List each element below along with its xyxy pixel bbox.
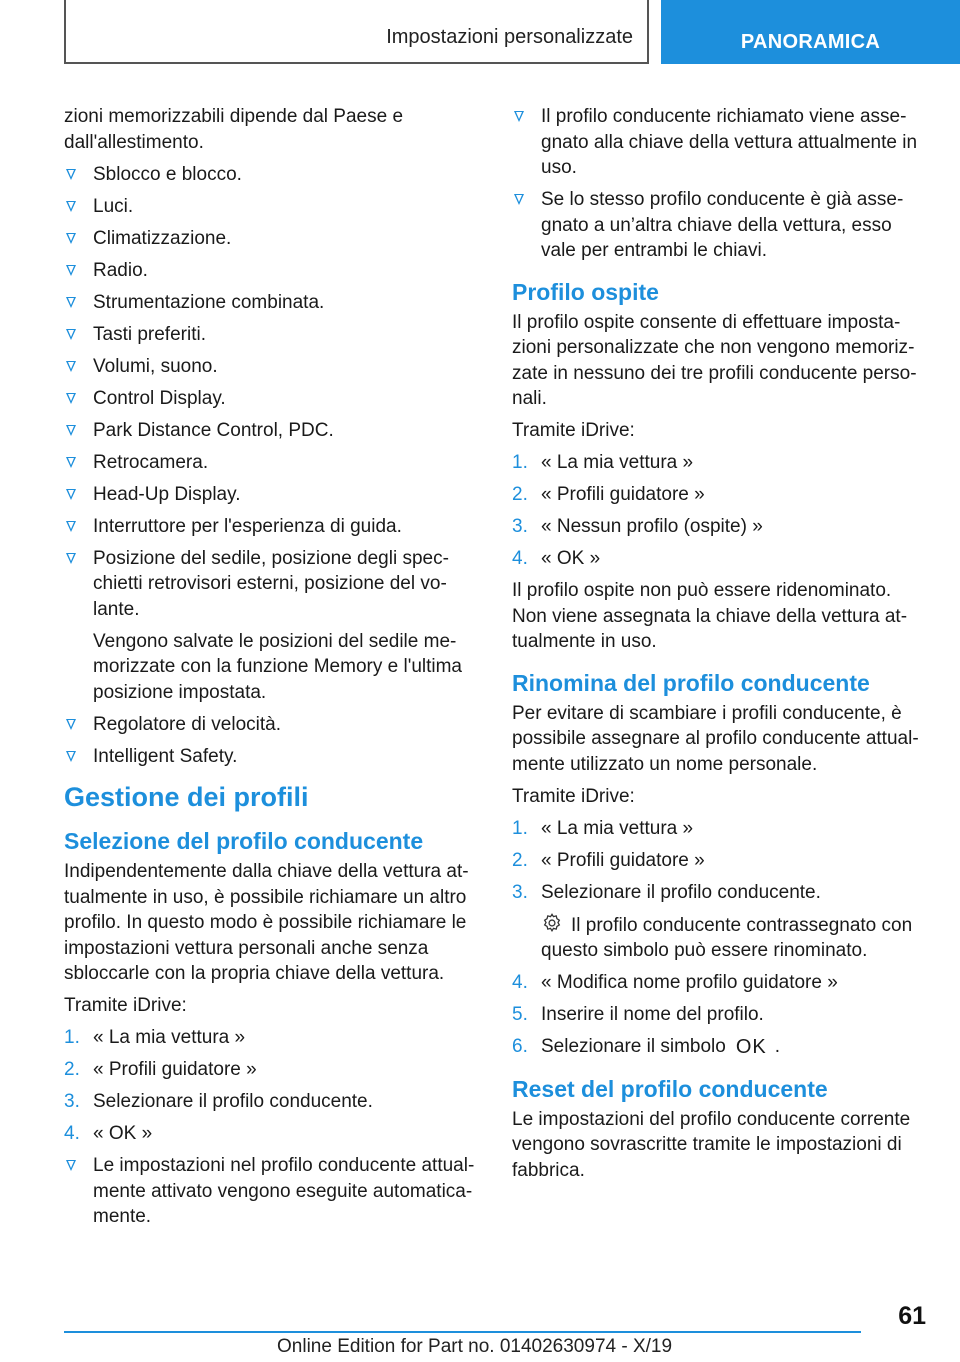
select-note-list bbox=[64, 1153, 478, 1230]
rename-paragraph: Per evitare di scambiare i profili conducente, è possibile assegnare al profilo conducente attualmente utilizzato un nome personale. bbox=[512, 702, 919, 775]
profile-notes-list bbox=[512, 104, 930, 264]
list-item: Sblocco e blocco. bbox=[64, 162, 478, 188]
page-number: 61 bbox=[898, 1302, 926, 1330]
footer-divider bbox=[64, 1331, 861, 1333]
list-item: Strumentazione combinata. bbox=[64, 290, 478, 316]
bullet-triangle-icon bbox=[66, 1160, 76, 1171]
bullet-triangle-icon bbox=[66, 361, 76, 372]
bullet-triangle-icon bbox=[66, 393, 76, 404]
bullet-triangle-icon bbox=[66, 265, 76, 276]
bullet-triangle-icon bbox=[66, 169, 76, 180]
list-item: Regolatore di velocità. bbox=[64, 712, 478, 738]
via-idrive-label: Tramite iDrive: bbox=[64, 995, 187, 1016]
header-frame bbox=[64, 0, 649, 64]
list-item: Luci. bbox=[64, 194, 478, 220]
via-idrive-label: Tramite iDrive: bbox=[512, 420, 635, 441]
rename-step3-note: Il profilo conducente contrassegnato con questo simbolo può essere rinominato. bbox=[541, 912, 930, 964]
step-item: 4. « OK » bbox=[64, 1123, 153, 1144]
select-steps-list bbox=[64, 1025, 478, 1147]
bullet-triangle-icon bbox=[66, 719, 76, 730]
select-paragraph: Indipendentemente dalla chiave della vettura attualmente in uso, è possibile richiamare un altro profilo. In questo modo è possibile richiamare le impostazioni vettura personali anche senza sbloccarle con la propria chiave della vettura. bbox=[64, 861, 469, 984]
bullet-triangle-icon bbox=[514, 111, 524, 122]
step-item: 2. « Profili guidatore » bbox=[512, 849, 705, 871]
list-item: Le impostazioni nel profilo conducente attualmente attivato vengono eseguite automaticamente. bbox=[64, 1153, 478, 1230]
step-item: 4. « Modifica nome profilo guidatore » bbox=[512, 972, 838, 993]
step-item: 2. « Profili guidatore » bbox=[512, 484, 705, 505]
step-item: 5. Inserire il nome del profilo. bbox=[512, 1004, 764, 1025]
list-item: Volumi, suono. bbox=[64, 354, 478, 380]
bullet-triangle-icon bbox=[66, 329, 76, 340]
gear-icon bbox=[541, 912, 563, 934]
step-item: 3. Selezionare il profilo conducente. Il profilo conducente contrassegnato con questo simbolo può essere rinominato. bbox=[512, 880, 930, 964]
bullet-triangle-icon bbox=[66, 457, 76, 468]
bullet-triangle-icon bbox=[66, 553, 76, 564]
step-item: 2. « Profili guidatore » bbox=[64, 1059, 257, 1080]
list-item: Radio. bbox=[64, 258, 478, 284]
guest-after-paragraph: Il profilo ospite non può essere ridenominato. Non viene assegnata la chiave della vettura attualmente in uso. bbox=[512, 580, 908, 652]
step-item: 3. Selezionare il profilo conducente. bbox=[64, 1091, 373, 1112]
edition-text: Online Edition for Part no. 01402630974 - X/19 bbox=[277, 1336, 673, 1357]
list-item: Control Display. bbox=[64, 386, 478, 412]
heading-manage-profiles: Gestione dei profili bbox=[64, 782, 309, 812]
step-item: 1. « La mia vettura » bbox=[512, 452, 694, 473]
via-idrive-label: Tramite iDrive: bbox=[512, 785, 635, 807]
step-item: 3. « Nessun profilo (ospite) » bbox=[512, 516, 763, 537]
seat-item-note: Vengono salvate le posizioni del sedile memorizzate con la funzione Memory e l'ultima posizione impostata. bbox=[93, 630, 462, 703]
heading-rename-profile: Rinomina del profilo conducente bbox=[512, 669, 870, 696]
guest-steps-list bbox=[512, 450, 930, 572]
bullet-triangle-icon bbox=[66, 425, 76, 436]
list-item-seat: Posizione del sedile, posizione degli specchietti retrovisori esterni, posizione del volante. Vengono salvate le posizioni del sedile memorizzate con la funzione Memory e l'ultima posizione impostata. bbox=[64, 546, 478, 706]
step-item: 6. Selezionare il simbolo OK . bbox=[512, 1034, 930, 1061]
list-item: Se lo stesso profilo conducente è già assegnato a un’altra chiave della vettura, esso vale per entrambi le chiavi. bbox=[512, 187, 930, 264]
footer-edition bbox=[277, 1336, 672, 1358]
bullet-triangle-icon bbox=[66, 489, 76, 500]
guest-paragraph: Il profilo ospite consente di effettuare impostazioni personalizzate che non vengono memorizzate in nessuno dei tre profili conducente personali. bbox=[512, 311, 917, 409]
reset-paragraph: Le impostazioni del profilo conducente corrente vengono sovrascritte tramite le impostazioni di fabbrica. bbox=[512, 1108, 911, 1181]
bullet-triangle-icon bbox=[514, 194, 524, 205]
list-item: Retrocamera. bbox=[64, 450, 478, 476]
ok-symbol: OK bbox=[735, 1036, 767, 1058]
heading-reset-profile: Reset del profilo conducente bbox=[512, 1075, 828, 1102]
bullet-triangle-icon bbox=[66, 751, 76, 762]
list-item: Interruttore per l'esperienza di guida. bbox=[64, 514, 478, 540]
right-column bbox=[512, 104, 930, 1190]
bullet-triangle-icon bbox=[66, 233, 76, 244]
step-item: 1. « La mia vettura » bbox=[64, 1027, 246, 1048]
heading-guest-profile: Profilo ospite bbox=[512, 278, 659, 305]
bullet-triangle-icon bbox=[66, 521, 76, 532]
list-item: Tasti preferiti. bbox=[64, 322, 478, 348]
heading-select-profile: Selezione del profilo conducente bbox=[64, 828, 424, 854]
stored-items-list bbox=[64, 162, 478, 770]
list-item: Il profilo conducente richiamato viene assegnato alla chiave della vettura attualmente in uso. bbox=[512, 104, 930, 181]
bullet-triangle-icon bbox=[66, 297, 76, 308]
section-title: Impostazioni personalizzate bbox=[386, 26, 633, 48]
tab-panoramica[interactable] bbox=[661, 0, 960, 64]
tab-label: PANORAMICA bbox=[740, 31, 881, 53]
step-item: 4. « OK » bbox=[512, 548, 601, 569]
list-item: Intelligent Safety. bbox=[64, 744, 478, 770]
left-column bbox=[64, 104, 478, 1236]
step-item: 1. « La mia vettura » bbox=[512, 817, 694, 839]
bullet-triangle-icon bbox=[66, 201, 76, 212]
list-item: Head-Up Display. bbox=[64, 482, 478, 508]
rename-steps-list bbox=[512, 816, 930, 1061]
intro-text: zioni memorizzabili dipende dal Paese e dall'allestimento. bbox=[64, 106, 404, 153]
list-item: Climatizzazione. bbox=[64, 226, 478, 252]
list-item: Park Distance Control, PDC. bbox=[64, 418, 478, 444]
